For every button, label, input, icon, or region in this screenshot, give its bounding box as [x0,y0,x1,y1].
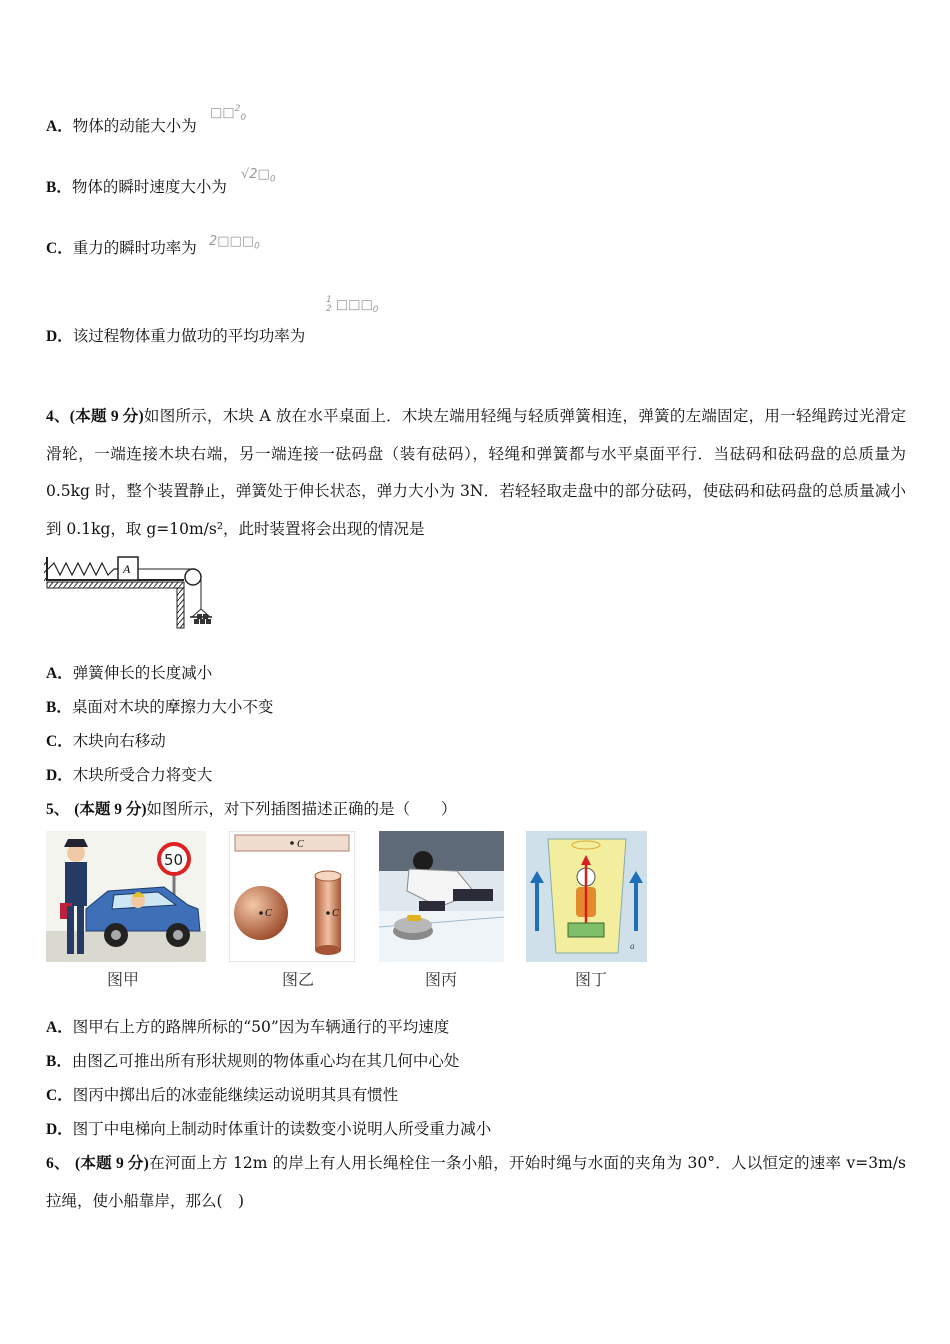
q3-option-d: D．该过程物体重力做功的平均功率为 [46,327,306,345]
q6-stem: 6、 (本题 9 分)在河面上方 12m 的岸上有人用长绳栓住一条小船，开始时绳与水面的夹角为 30°．人以恒定的速率 v=3m/s 拉绳，使小船靠岸，那么( ) [46,1154,906,1210]
svg-text:C: C [265,908,272,919]
figure-jia-car-police [46,831,206,962]
option-label: A． [46,118,73,135]
svg-text:C: C [297,839,304,850]
figure-bing-curling [379,831,504,962]
option-text: 物体的动能大小为 [72,117,197,135]
block-label: A [123,562,131,576]
q5-option-d: D．图丁中电梯向上制动时体重计的读数变小说明人所受重力减小 [46,1120,492,1138]
q4-option-b: B．桌面对木块的摩擦力大小不变 [46,698,274,716]
q3-option-a [46,116,197,137]
figure-caption-jia: 图甲 [107,970,140,989]
speed-sign-text: 50 [164,851,184,869]
figure-yi-center-of-gravity [229,831,355,962]
q5-option-a: A．图甲右上方的路牌所标的“50”因为车辆通行的平均速度 [46,1018,450,1036]
q5-option-b: B．由图乙可推出所有形状规则的物体重心均在其几何中心处 [46,1052,460,1070]
q4-option-c: C．木块向右移动 [46,732,166,750]
figure-caption-ding: 图丁 [575,970,608,989]
formula-image: 1 2 $□□□_0$ [326,295,379,316]
q5-option-c: C．图丙中掷出后的冰壶能继续运动说明其具有惯性 [46,1086,399,1104]
figure-ding-elevator [526,831,647,962]
formula-image: $2□□□_0$ [209,234,260,252]
q3-option-c: C．重力的瞬时功率为 [46,239,197,257]
svg-text:a: a [630,941,635,951]
q4-option-d: D．木块所受合力将变大 [46,766,213,784]
q4-option-a: A．弹簧伸长的长度减小 [46,664,213,682]
spring-block-pulley-diagram [44,551,214,631]
figure-caption-bing: 图丙 [425,970,458,989]
formula-image: □□$^2_0$ [210,104,247,123]
svg-text:C: C [332,908,339,919]
q5-stem: 5、 (本题 9 分)如图所示，对下列插图描述正确的是（ ） [46,800,457,818]
q3-option-b: B．物体的瞬时速度大小为 [46,178,227,196]
q4-stem: 4、(本题 9 分)如图所示，木块 A 放在水平桌面上．木块左端用轻绳与轻质弹簧相连，弹簧的左端固定，用一轻绳跨过光滑定滑轮，一端连接木块右端，另一端连接一砝码盘（装有砝码），轻绳和弹簧都与水平桌面平行．当砝码和砝码盘的总质量为 0.5kg 时，整个装置静止，弹簧处于伸长状态，弹力大小为 3N．若轻轻取走盘中的部分砝码，使砝码和砝码盘的总质量减小到 0.1kg，取 g=10m/s²，此时装置将会出现的情况是 [46,407,906,538]
figure-caption-yi: 图乙 [282,970,315,989]
formula-image: $√2□_0$ [241,167,276,185]
